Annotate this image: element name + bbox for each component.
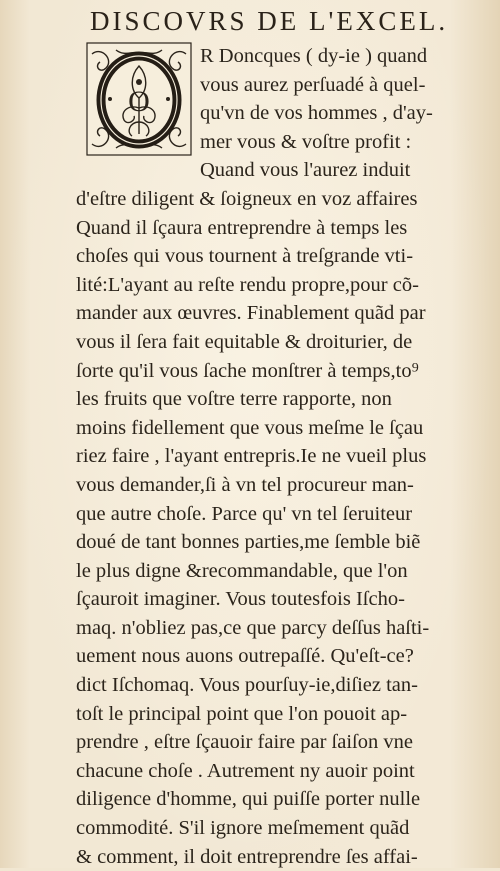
text-line: les fruits que voſtre terre rapporte, non bbox=[76, 388, 392, 411]
text-line: R Doncques ( dy-ie ) quand bbox=[200, 45, 428, 67]
text-line: choſes qui vous tournent à treſgrande vti- bbox=[76, 245, 414, 268]
text-line: lité:L'ayant au reſte rendu propre,pour cõ- bbox=[76, 273, 419, 296]
text-line: chacune choſe . Autrement ny auoir point bbox=[76, 759, 415, 782]
text-line: Quand il ſçaura entreprendre à temps les bbox=[76, 216, 408, 239]
running-head: DISCOVRS DE L'EXCEL. bbox=[90, 6, 449, 36]
text-line: moins fidellement que vous meſme le ſçau bbox=[76, 416, 424, 439]
text-line: prendre , eſtre ſçauoir faire par ſaiſon vne bbox=[76, 731, 413, 754]
text-line: ſorte qu'il vous ſache monſtrer à temps,to⁹ bbox=[76, 359, 419, 382]
text-line: qu'vn de vos hommes , d'ay- bbox=[200, 102, 433, 125]
text-line: que autre choſe. Parce qu' vn tel ſeruiteur bbox=[76, 502, 413, 525]
text-line: riez faire , l'ayant entrepris.Ie ne vueil plus bbox=[76, 445, 427, 468]
text-block bbox=[76, 42, 468, 871]
text-line: uement nous auons outrepaſſé. Qu'eſt-ce? bbox=[76, 645, 414, 668]
text-line: toſt le principal point que l'on pouoit ap- bbox=[76, 702, 408, 725]
text-line: le plus digne &recommandable, que l'on bbox=[76, 559, 408, 582]
text-line: & comment, il doit entreprendre ſes affai- bbox=[76, 845, 418, 868]
text-line: doué de tant bonnes parties,me ſemble biẽ bbox=[76, 531, 421, 554]
text-line: vous aurez perſuadé à quel- bbox=[200, 73, 426, 96]
text-line: maq. n'obliez pas,ce que parcy deſſus haſti- bbox=[76, 616, 430, 639]
text-line: diligence d'homme, qui puiſſe porter nulle bbox=[76, 788, 421, 811]
text-line: commodité. S'il ignore meſmement quãd bbox=[76, 817, 410, 840]
text-line: d'eſtre diligent & ſoigneux en voz affaires bbox=[76, 187, 418, 210]
text-line: ſçauroit imaginer. Vous toutesfois Iſcho- bbox=[76, 588, 405, 611]
text-line: vous il ſera fait equitable & droiturier, de bbox=[76, 330, 413, 353]
initial-letter-glyph: O bbox=[128, 85, 150, 118]
text-line: vous demander,ſi à vn tel procureur man- bbox=[76, 473, 414, 496]
text-line: Quand vous l'aurez induit bbox=[200, 159, 411, 182]
text-line: dict Iſchomaq. Vous pourſuy-ie,diſiez tan- bbox=[76, 674, 418, 697]
text-line: mer vous & voſtre profit : bbox=[200, 130, 412, 153]
text-line: mander aux œuvres. Finablement quãd par bbox=[76, 302, 426, 325]
